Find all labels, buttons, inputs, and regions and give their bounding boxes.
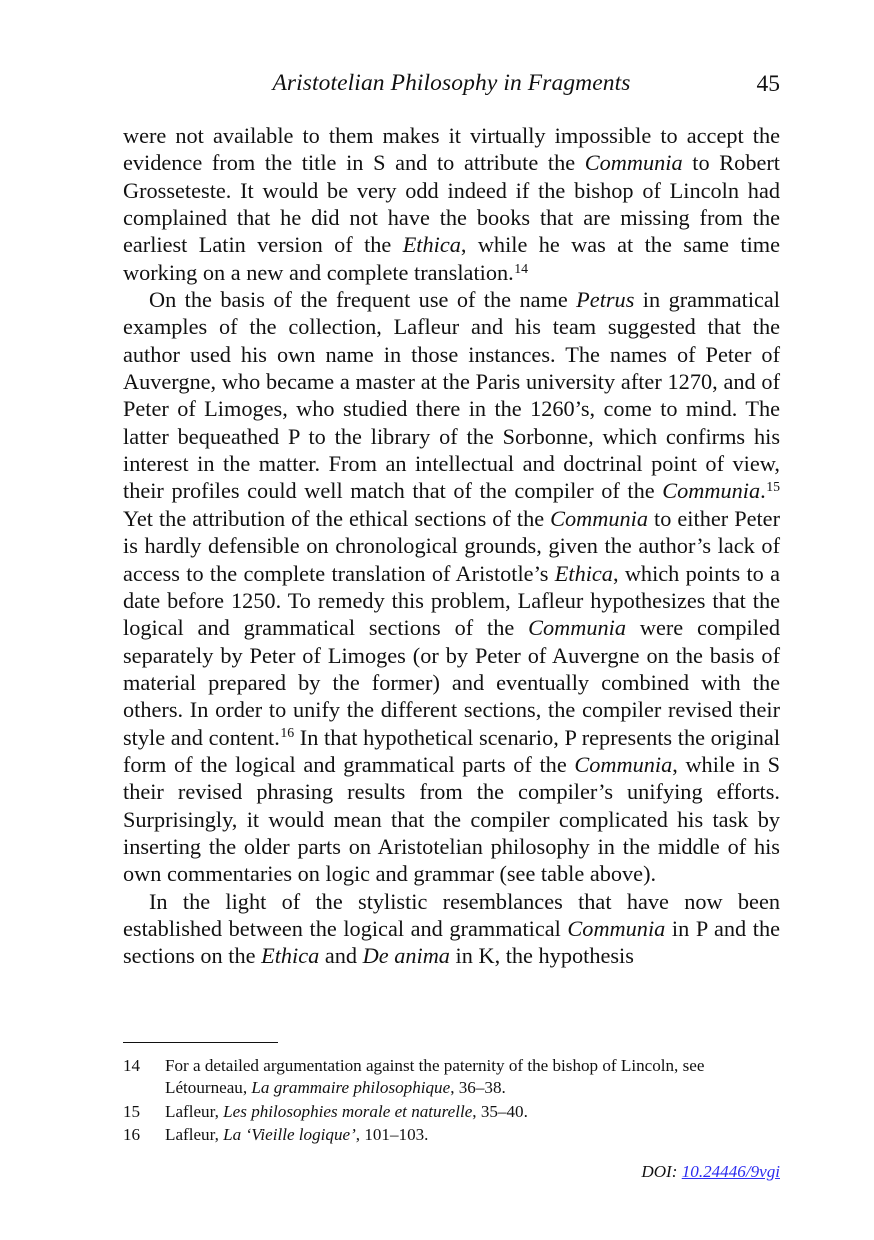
doi-link[interactable]: 10.24446/9vgi [681, 1162, 780, 1181]
running-head-title: Aristotelian Philosophy in Fragments [272, 70, 631, 96]
footnote-number: 16 [123, 1125, 141, 1145]
paragraph: On the basis of the frequent use of the name Petrus in grammatical examples of the collection, Lafleur and his team suggested that the author used his own name in those instances. The names of Peter of Auvergne, who became a master at the Paris university after 1270, and of Peter of Limoges, who studied there in the 1260’s, come to mind. The latter bequeathed P to the library of the Sorbonne, which confirms his interest in the matter. From an intellectual and doctrinal point of view, their profiles could well match that of the compiler of the Communia.$^{15}$ Yet the attribution of the ethical sections of the Communia to either Peter is hardly defensible on chronological grounds, given the author’s lack of access to the complete translation of Aristotle’s Ethica, which points to a date before 1250. To remedy this problem, Lafleur hypothesizes that the logical and grammatical sections of the Communia were compiled separately by Peter of Limoges (or by Peter of Auvergne on the basis of material prepared by the former) and eventually combined with the others. In order to unify the different sections, the compiler revised their style and content.$^{16}$ In that hypothetical scenario, P represents the original form of the logical and grammatical parts of the Communia, while in S their revised phrasing results from the compiler’s unifying efforts. Surprisingly, it would mean that the compiler complicated his task by inserting the older parts on Aristotelian philosophy in the middle of his own commentaries on logic and grammar (see table above). [123, 287, 781, 887]
running-head [123, 70, 780, 104]
footnote-text: For a detailed argumentation against the paternity of the bishop of Lincoln, see Létourneau, La grammaire philosophique, 36–38. [165, 1056, 705, 1098]
page-number: 45 [756, 71, 780, 97]
footnote-section [123, 1042, 780, 1148]
footnote-number: 15 [123, 1101, 141, 1121]
footnote-item [123, 1055, 780, 1100]
footnote-text: Lafleur, Les philosophies morale et naturelle, 35–40. [165, 1101, 528, 1121]
footnote-separator-rule [123, 1042, 278, 1043]
footnote-text: Lafleur, La ‘Vieille logique’, 101–103. [165, 1125, 429, 1145]
footnote-number: 14 [123, 1056, 141, 1075]
footnote-item [123, 1124, 780, 1146]
body-text-column [123, 122, 780, 970]
paragraph: were not available to them makes it virtually impossible to accept the evidence from the title in S and to attribute the Communia to Robert Grosseteste. It would be very odd indeed if the bishop of Lincoln had complained that he did not have the books that are missing from the earliest Latin version of the Ethica, while he was at the same time working on a new and complete translation.$^{14}$ [123, 123, 781, 285]
paragraph: In the light of the stylistic resemblances that have now been established between the logical and grammatical Communia in P and the sections on the Ethica and De anima in K, the hypothesis [123, 888, 780, 969]
doi-label: DOI: [641, 1162, 678, 1181]
footnote-item [123, 1101, 780, 1123]
doi-line [641, 1162, 780, 1182]
